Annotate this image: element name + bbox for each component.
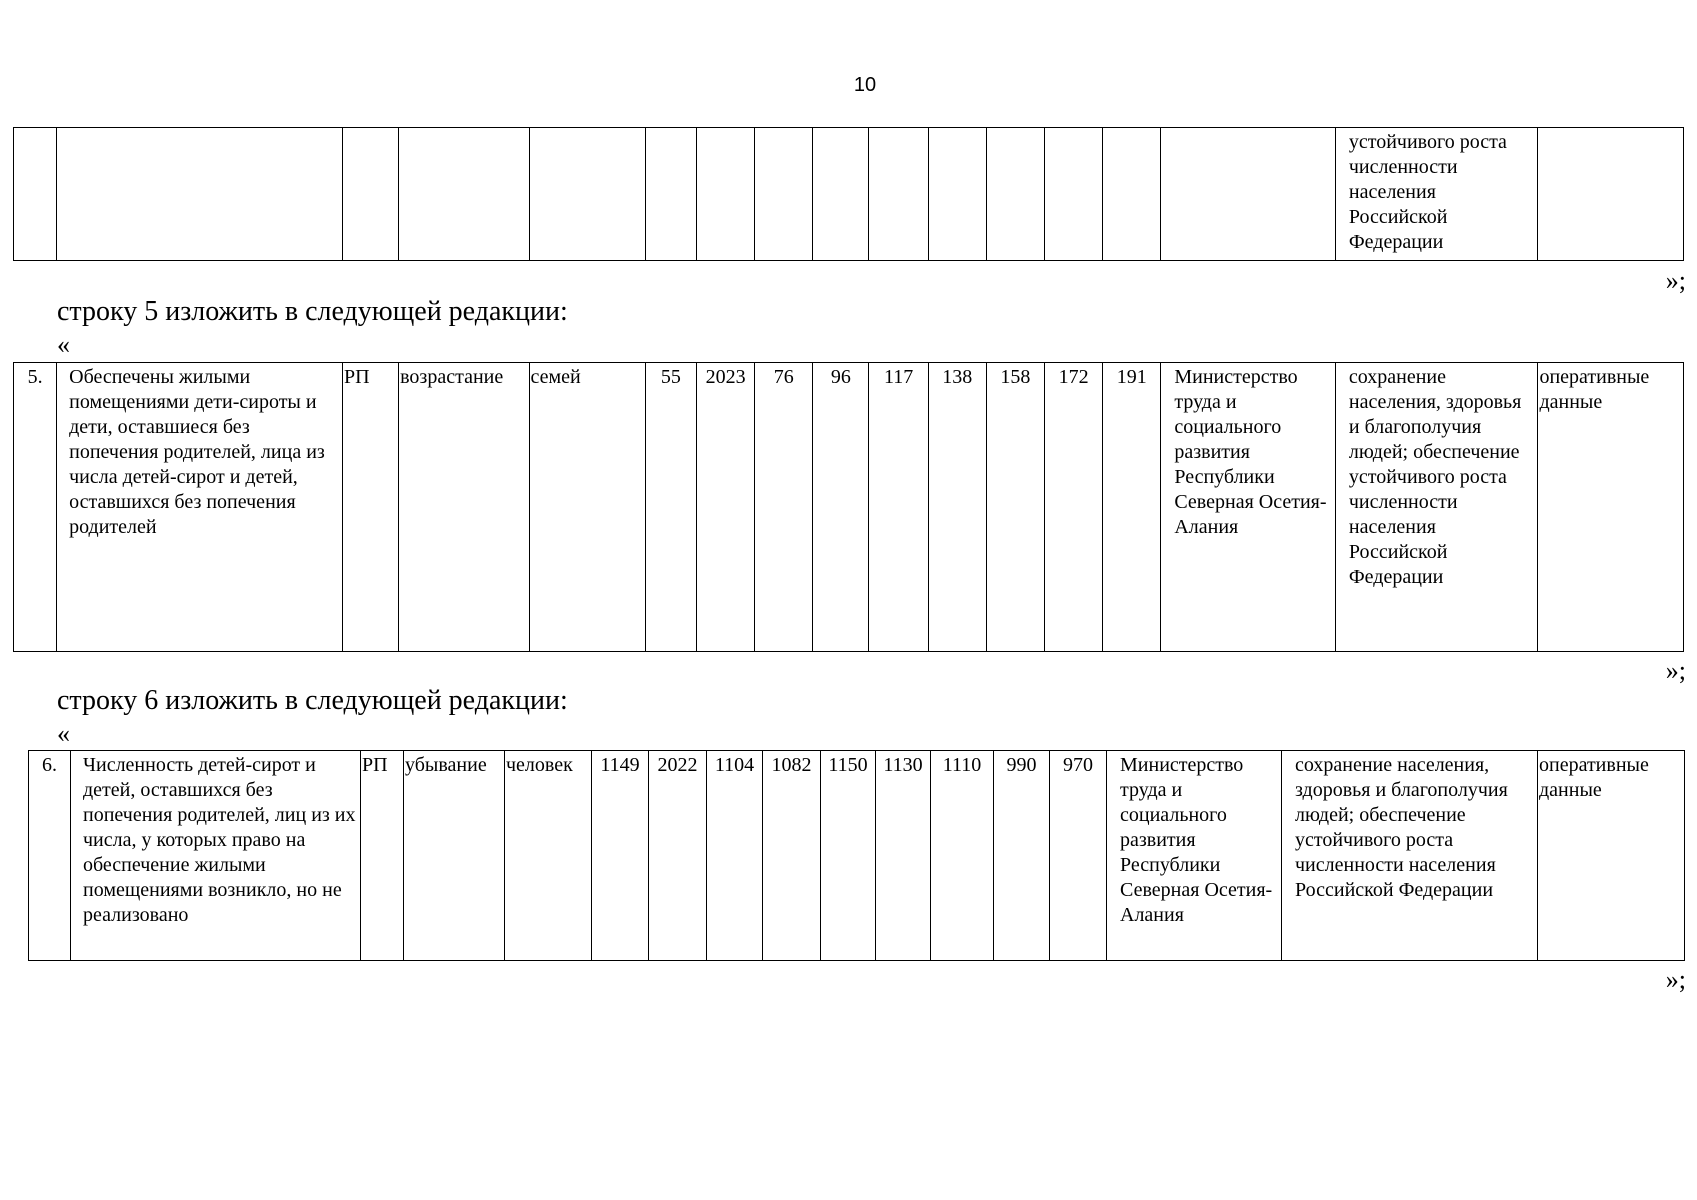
indicator-name: Численность детей-сирот и детей, оставшихся без попечения родителей, лиц из их числа, у которых право на обеспечение жилыми помещениями возникло, но не реализовано: [71, 751, 361, 961]
opening-quote: «: [57, 719, 70, 748]
base-year-cell: 2023: [696, 363, 754, 652]
table-cell: [696, 128, 754, 261]
page-number: 10: [853, 74, 877, 96]
table-cell: [869, 128, 928, 261]
table-cell: [57, 128, 343, 261]
table-row: [14, 128, 1684, 261]
value-cell: 970: [1050, 751, 1107, 961]
value-cell: 1110: [931, 751, 994, 961]
closing-quote: »;: [1665, 656, 1686, 685]
value-cell: 117: [869, 363, 928, 652]
indicator-name: Обеспечены жилыми помещениями дети-сироты и дети, оставшиеся без попечения родителей, лица из числа детей-сирот и детей, оставшихся без попечения родителей: [57, 363, 343, 652]
table-cell: [645, 128, 696, 261]
opening-quote: «: [57, 330, 70, 359]
table-cell: [529, 128, 645, 261]
responsible-cell: Министерство труда и социального развития Республики Северная Осетия-Алания: [1161, 363, 1336, 652]
value-cell: 1150: [821, 751, 876, 961]
level-cell: РП: [342, 363, 398, 652]
responsible-cell: Министерство труда и социального развития Республики Северная Осетия-Алания: [1107, 751, 1282, 961]
value-cell: 1104: [707, 751, 763, 961]
table-row: [14, 363, 1684, 652]
value-cell: 1130: [876, 751, 931, 961]
trend-cell: возрастание: [399, 363, 529, 652]
row-index: 5.: [14, 363, 57, 652]
trend-cell: убывание: [404, 751, 505, 961]
goal-link-cell: сохранение населения, здоровья и благополучия людей; обеспечение устойчивого роста численности населения Российской Федерации: [1282, 751, 1538, 961]
base-value-cell: 1149: [592, 751, 649, 961]
closing-quote: »;: [1665, 266, 1686, 295]
table-cell: [342, 128, 398, 261]
level-cell: РП: [361, 751, 404, 961]
closing-quote: »;: [1665, 965, 1686, 994]
table-row: [29, 751, 1685, 961]
table-cell: [1538, 128, 1684, 261]
goal-link-cell: устойчивого роста численности населения Российской Федерации: [1335, 128, 1538, 261]
instruction-row-6: строку 6 изложить в следующей редакции:: [57, 685, 568, 716]
table-cell: [399, 128, 529, 261]
value-cell: 138: [928, 363, 986, 652]
value-cell: 172: [1045, 363, 1103, 652]
row-index: 6.: [29, 751, 71, 961]
source-cell: оперативные данные: [1538, 751, 1685, 961]
table-cell: [14, 128, 57, 261]
instruction-row-5: строку 5 изложить в следующей редакции:: [57, 296, 568, 327]
table-row-6: [28, 750, 1685, 961]
value-cell: 191: [1103, 363, 1161, 652]
value-cell: 96: [813, 363, 869, 652]
unit-cell: семей: [529, 363, 645, 652]
goal-link-cell: сохранение населения, здоровья и благополучия людей; обеспечение устойчивого роста численности населения Российской Федерации: [1335, 363, 1538, 652]
base-value-cell: 55: [645, 363, 696, 652]
value-cell: 1082: [763, 751, 821, 961]
base-year-cell: 2022: [649, 751, 707, 961]
unit-cell: человек: [505, 751, 592, 961]
value-cell: 158: [986, 363, 1044, 652]
table-cell: [813, 128, 869, 261]
table-row-5: [13, 362, 1684, 652]
table-cell: [986, 128, 1044, 261]
continuation-table: [13, 127, 1684, 261]
table-cell: [755, 128, 813, 261]
source-cell: оперативные данные: [1538, 363, 1684, 652]
table-cell: [1161, 128, 1336, 261]
table-cell: [1103, 128, 1161, 261]
value-cell: 990: [994, 751, 1050, 961]
table-cell: [928, 128, 986, 261]
value-cell: 76: [755, 363, 813, 652]
table-cell: [1045, 128, 1103, 261]
